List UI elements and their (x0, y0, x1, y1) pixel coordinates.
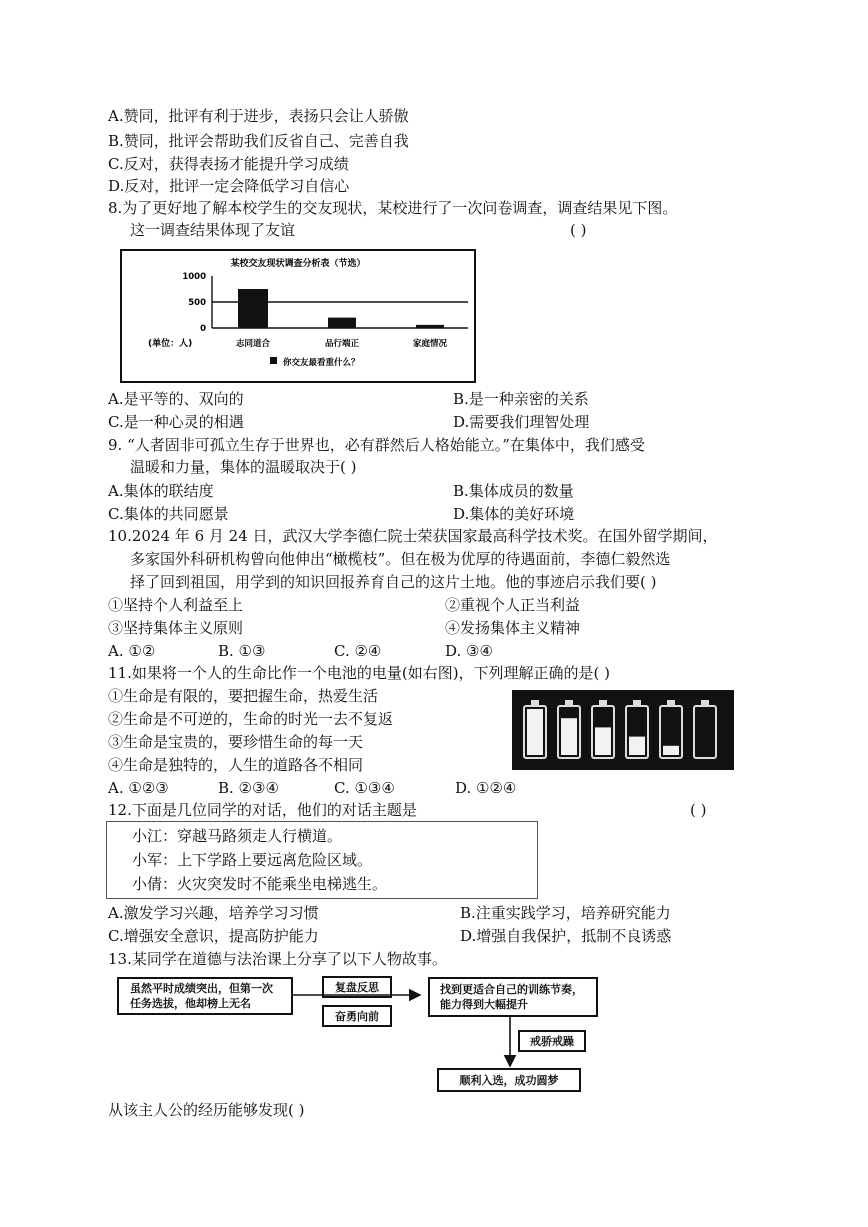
q10-choice-b: B. ①③ (218, 642, 266, 660)
q8-stem-line1: 8.为了更好地了解本校学生的交友现状，某校进行了一次问卷调查，调查结果见下图。 (108, 199, 678, 217)
q10-choice-c: C. ②④ (334, 642, 382, 660)
flow-result-text: 找到更适合自己的训练节奏，能力得到大幅提升 (440, 983, 583, 1011)
q8-option-d: D.需要我们理智处理 (453, 413, 590, 431)
q12-dialog-1: 小江：穿越马路须走人行横道。 (132, 827, 343, 845)
q10-item-3: ③坚持集体主义原则 (108, 619, 244, 637)
q9-option-c: C.集体的共同愿景 (108, 505, 229, 523)
q9-option-a: A.集体的联结度 (108, 482, 214, 500)
chart-y-tick-label: 1000 (182, 272, 206, 282)
chart-unit-label: (单位：人) (148, 339, 193, 349)
flow-start-text: 虽然平时成绩突出，但第一次任务选拔，他却榜上无名 (130, 982, 273, 1010)
q10-choice-a: A. ①② (108, 642, 156, 660)
q12-option-b: B.注重实践学习，培养研究能力 (460, 904, 671, 922)
q10-stem-line2: 多家国外科研机构曾向他伸出“橄榄枝”。但在极为优厚的待遇面前，李德仁毅然选 (130, 550, 671, 568)
q12-answer-paren: ( ) (690, 801, 707, 819)
chart-y-tick-label: 500 (188, 298, 206, 308)
flow-end-text: 顺利入选，成功圆梦 (459, 1073, 559, 1087)
q10-item-4: ④发扬集体主义精神 (445, 619, 581, 637)
flow-step1-text: 复盘反思 (335, 980, 379, 994)
q7-option-b: B.赞同，批评会帮助我们反省自己、完善自我 (108, 132, 409, 150)
q9-stem-line2: 温暖和力量，集体的温暖取决于( ) (130, 458, 357, 476)
chart-x-tick-label: 品行端正 (324, 339, 360, 349)
q12-stem: 12.下面是几位同学的对话，他们的对话主题是 (108, 801, 417, 819)
q12-option-c: C.增强安全意识，提高防护能力 (108, 927, 319, 945)
q12-dialog-2: 小军：上下学路上要远离危险区域。 (132, 851, 373, 869)
q11-choice-b: B. ②③④ (218, 779, 279, 797)
q9-stem-line1: 9. “人者固非可孤立生存于世界也，必有群然后人格始能立。”在集体中，我们感受 (108, 436, 645, 454)
q11-choice-c: C. ①③④ (334, 779, 395, 797)
q9-option-d: D.集体的美好环境 (453, 505, 575, 523)
q11-item-4: ④生命是独特的，人生的道路各不相同 (108, 756, 364, 774)
q11-choice-d: D. ①②④ (455, 779, 517, 797)
chart-y-tick-label: 0 (200, 324, 206, 334)
q8-option-a: A.是平等的、双向的 (108, 390, 244, 408)
q8-option-b: B.是一种亲密的关系 (453, 390, 589, 408)
chart-legend-text: 你交友最看重什么？ (283, 358, 360, 368)
q10-item-2: ②重视个人正当利益 (445, 596, 581, 614)
q13-stem: 13.某同学在道德与法治课上分享了以下人物故事。 (108, 950, 447, 968)
q7-option-a: A.赞同，批评有利于进步，表扬只会让人骄傲 (108, 107, 409, 125)
q10-choice-d: D. ③④ (445, 642, 493, 660)
q10-stem-line1: 10.2024 年 6 月 24 日，武汉大学李德仁院士荣获国家最高科学技术奖。在国外留学期间， (108, 527, 718, 545)
chart-title: 某校交友现状调查分析表（节选） (230, 259, 366, 269)
flow-step2-text: 奋勇向前 (335, 1009, 379, 1023)
q12-dialog-3: 小倩：火灾突发时不能乘坐电梯逃生。 (132, 875, 388, 893)
q12-option-a: A.激发学习兴趣，培养学习习惯 (108, 904, 319, 922)
q8-stem-line2: 这一调查结果体现了友谊 (130, 221, 296, 239)
q11-item-1: ①生命是有限的，要把握生命，热爱生活 (108, 687, 379, 705)
q8-answer-paren: ( ) (570, 221, 587, 239)
chart-x-tick-label: 志同道合 (235, 339, 271, 349)
q9-option-b: B.集体成员的数量 (453, 482, 574, 500)
q10-item-1: ①坚持个人利益至上 (108, 596, 244, 614)
q7-option-d: D.反对，批评一定会降低学习自信心 (108, 177, 350, 195)
flow-step3-text: 戒骄戒躁 (530, 1034, 574, 1048)
q11-stem: 11.如果将一个人的生命比作一个电池的电量(如右图)，下列理解正确的是( ) (108, 664, 611, 682)
chart-x-tick-label: 家庭情况 (412, 339, 448, 349)
q11-item-2: ②生命是不可逆的，生命的时光一去不复返 (108, 710, 394, 728)
q13-question: 从该主人公的经历能够发现( ) (108, 1101, 305, 1119)
q11-choice-a: A. ①②③ (108, 779, 169, 797)
q7-option-c: C.反对，获得表扬才能提升学习成绩 (108, 155, 349, 173)
q11-item-3: ③生命是宝贵的，要珍惜生命的每一天 (108, 733, 364, 751)
q10-stem-line3: 择了回到祖国，用学到的知识回报养育自己的这片土地。他的事迹启示我们要( ) (130, 573, 657, 591)
q8-option-c: C.是一种心灵的相遇 (108, 413, 244, 431)
q12-option-d: D.增强自我保护，抵制不良诱惑 (460, 927, 672, 945)
